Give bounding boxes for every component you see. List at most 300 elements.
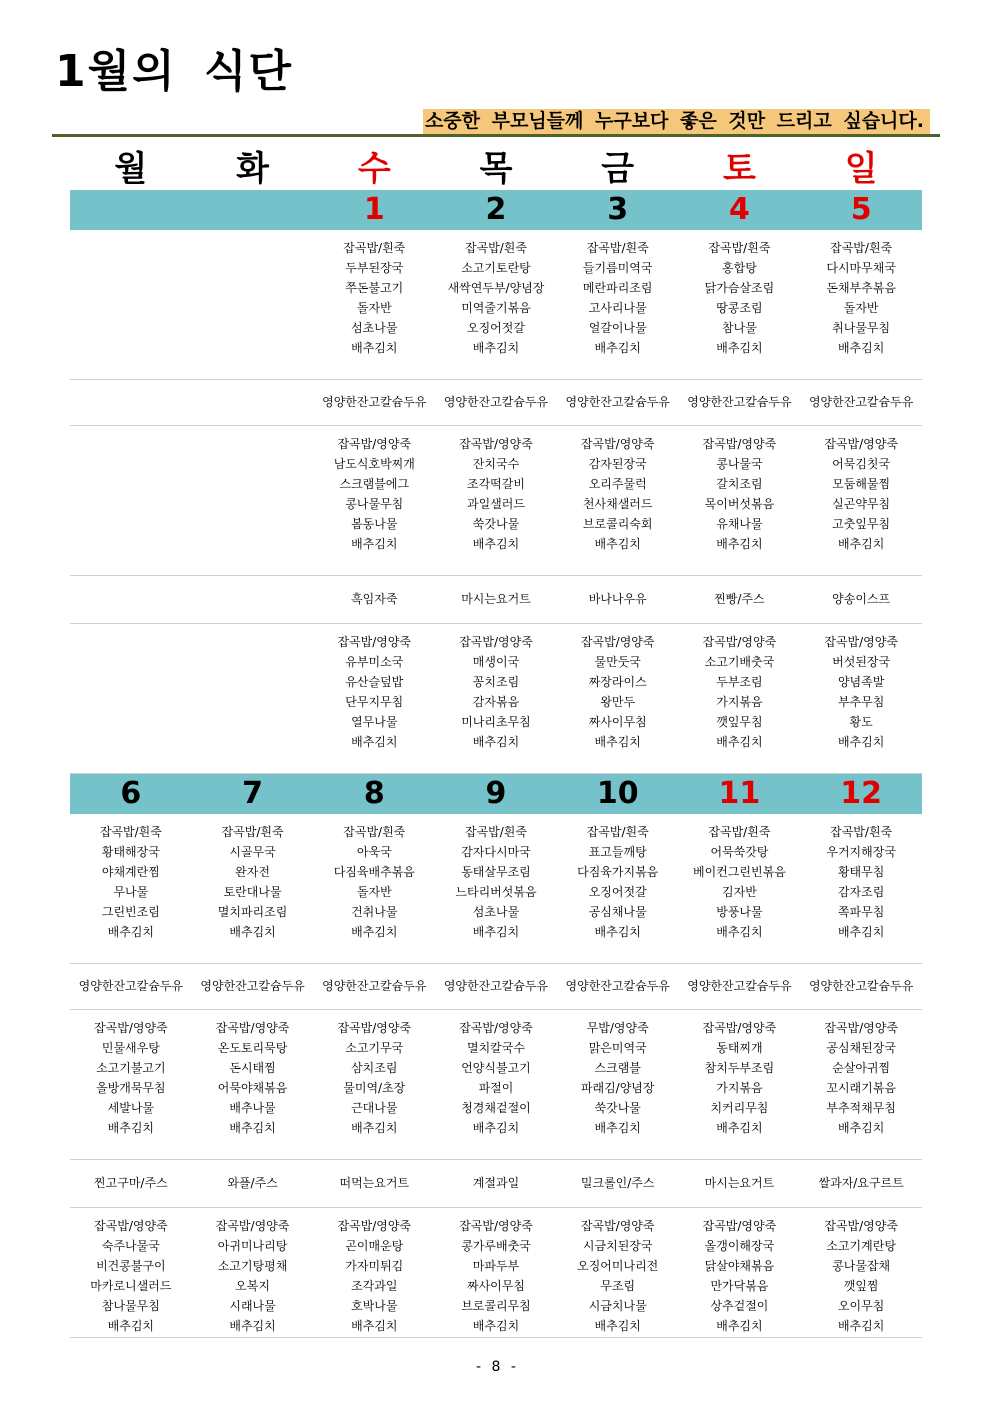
menu-item: 배추김치 xyxy=(472,735,520,749)
menu-item: 배추김치 xyxy=(351,735,398,749)
dinner-cell xyxy=(435,1216,557,1337)
afternoon-snack-cell: 쌀과자/요구르트 xyxy=(818,1176,904,1190)
menu-item: 짜사이무침 xyxy=(588,715,647,729)
afternoon-snack-row xyxy=(70,1160,922,1208)
dinner-cell xyxy=(435,632,557,773)
afternoon-snack-row xyxy=(70,576,922,624)
menu-item: 잡곡밥/영양죽 xyxy=(580,635,655,649)
menu-item: 순살아귀찜 xyxy=(832,1061,891,1075)
menu-item: 마파두부 xyxy=(472,1259,520,1273)
subtitle-banner: 소중한 부모님들께 누구보다 좋은 것만 드리고 싶습니다. xyxy=(423,109,930,134)
menu-item: 아욱국 xyxy=(356,845,392,859)
menu-item: 오징어젓갈 xyxy=(588,885,647,899)
menu-item: 소고기계란탕 xyxy=(826,1239,896,1253)
menu-item: 삼치조림 xyxy=(351,1061,398,1075)
menu-item: 야채계란찜 xyxy=(101,865,160,879)
menu-item: 잡곡밥/영양죽 xyxy=(702,437,777,451)
menu-item: 단무지무침 xyxy=(345,695,404,709)
menu-item: 오복지 xyxy=(235,1279,270,1293)
breakfast-cell xyxy=(435,238,557,379)
menu-item: 어묵김칫국 xyxy=(832,457,891,471)
menu-item: 파절이 xyxy=(478,1081,514,1095)
weekday-fri: 금 xyxy=(601,149,635,189)
morning-snack-cell xyxy=(192,380,314,425)
menu-item: 무조림 xyxy=(600,1279,636,1293)
menu-item: 목이버섯볶음 xyxy=(704,497,775,511)
menu-item: 맑은미역국 xyxy=(588,1041,647,1055)
menu-item: 취나물무침 xyxy=(832,321,891,335)
meal-calendar xyxy=(70,148,922,1338)
menu-item: 메란파리조림 xyxy=(582,281,653,295)
dinner-cell xyxy=(192,632,314,773)
date-number: 5 xyxy=(850,192,872,227)
menu-item: 배추김치 xyxy=(594,537,641,551)
dinner-cell xyxy=(70,1216,192,1337)
morning-snack-cell: 영양한잔고칼슘두유 xyxy=(808,979,914,993)
menu-item: 호박나물 xyxy=(351,1299,398,1313)
menu-item: 조각떡갈비 xyxy=(467,477,525,491)
menu-item: 유산슬덮밥 xyxy=(345,675,404,689)
dinner-row xyxy=(70,624,922,774)
menu-item: 파래김/양념장 xyxy=(580,1081,655,1095)
menu-item: 돌자반 xyxy=(356,885,392,899)
menu-item: 배추김치 xyxy=(837,1121,885,1135)
date-number: 9 xyxy=(485,776,507,811)
menu-item: 닭가슴살조림 xyxy=(704,281,775,295)
menu-item: 올갱이해장국 xyxy=(704,1239,775,1253)
menu-item: 배추김치 xyxy=(472,925,520,939)
menu-item: 어묵야채볶음 xyxy=(217,1081,288,1095)
menu-item: 배추김치 xyxy=(716,925,763,939)
menu-item: 동태살무조림 xyxy=(461,865,531,879)
menu-item: 잡곡밥/영양죽 xyxy=(824,635,898,649)
menu-item: 잡곡밥/흰죽 xyxy=(830,825,893,839)
menu-item: 잡곡밥/영양죽 xyxy=(94,1021,168,1035)
menu-item: 왕만두 xyxy=(600,695,636,709)
breakfast-row xyxy=(70,814,922,964)
menu-item: 실곤약무침 xyxy=(832,497,891,511)
menu-item: 공심채된장국 xyxy=(826,1041,896,1055)
menu-item: 배추김치 xyxy=(594,925,641,939)
menu-item: 깻잎무침 xyxy=(716,715,763,729)
menu-item: 매생이국 xyxy=(472,655,520,669)
menu-item: 두부된장국 xyxy=(345,261,404,275)
menu-item: 감자다시마국 xyxy=(461,845,531,859)
menu-item: 시래나물 xyxy=(229,1299,276,1313)
menu-item: 배추김치 xyxy=(107,1121,155,1135)
menu-item: 우거지해장국 xyxy=(826,845,896,859)
menu-item: 두부조림 xyxy=(716,675,763,689)
menu-item: 민물새우탕 xyxy=(101,1041,160,1055)
breakfast-cell xyxy=(679,822,801,963)
menu-item: 배추김치 xyxy=(351,1121,398,1135)
breakfast-cell xyxy=(70,822,192,963)
afternoon-snack-cell xyxy=(192,576,314,623)
menu-item: 천사채샐러드 xyxy=(582,497,653,511)
menu-item: 온도토리묵탕 xyxy=(217,1041,288,1055)
menu-item: 오이무침 xyxy=(837,1299,885,1313)
menu-item: 잡곡밥/영양죽 xyxy=(824,437,898,451)
menu-item: 배추김치 xyxy=(716,735,763,749)
menu-item: 황도 xyxy=(849,715,873,729)
menu-item: 잡곡밥/흰죽 xyxy=(464,241,527,255)
menu-item: 시금치나물 xyxy=(588,1299,647,1313)
menu-item: 가지볶음 xyxy=(716,1081,763,1095)
weekday-wed: 수 xyxy=(357,149,391,189)
menu-item: 부추적채무침 xyxy=(826,1101,896,1115)
menu-item: 배추김치 xyxy=(837,735,885,749)
date-row xyxy=(70,190,922,230)
menu-item: 다짐육가지볶음 xyxy=(577,865,659,879)
menu-item: 잔치국수 xyxy=(472,457,520,471)
menu-item: 브로콜리무침 xyxy=(461,1299,531,1313)
menu-item: 잡곡밥/흰죽 xyxy=(830,241,893,255)
lunch-cell xyxy=(800,1018,922,1159)
afternoon-snack-cell: 찐고구마/주스 xyxy=(94,1176,168,1190)
menu-item: 배추김치 xyxy=(107,925,155,939)
menu-item: 닭살야채볶음 xyxy=(704,1259,775,1273)
lunch-cell xyxy=(192,434,314,575)
menu-item: 숙주나물국 xyxy=(101,1239,160,1253)
menu-item: 콩나물잡채 xyxy=(832,1259,891,1273)
menu-item: 감자볶음 xyxy=(472,695,520,709)
menu-item: 브로콜리숙회 xyxy=(582,517,653,531)
morning-snack-cell: 영양한잔고칼슘두유 xyxy=(565,979,670,993)
lunch-cell xyxy=(679,434,801,575)
menu-item: 잡곡밥/영양죽 xyxy=(459,437,533,451)
weekday-header-row xyxy=(70,148,922,190)
breakfast-row xyxy=(70,230,922,380)
menu-item: 오징어젓갈 xyxy=(467,321,525,335)
menu-item: 배추김치 xyxy=(716,1121,763,1135)
morning-snack-cell: 영양한잔고칼슘두유 xyxy=(78,979,184,993)
menu-item: 버섯된장국 xyxy=(832,655,891,669)
menu-item: 멸치칼국수 xyxy=(467,1041,525,1055)
morning-snack-cell: 영양한잔고칼슘두유 xyxy=(687,979,792,993)
menu-item: 배추김치 xyxy=(472,537,520,551)
breakfast-cell xyxy=(800,822,922,963)
menu-item: 잡곡밥/영양죽 xyxy=(702,635,777,649)
menu-item: 마카로니샐러드 xyxy=(90,1279,172,1293)
date-number: 12 xyxy=(840,776,883,811)
dinner-cell xyxy=(557,1216,679,1337)
breakfast-cell xyxy=(800,238,922,379)
lunch-cell xyxy=(313,1018,435,1159)
menu-item: 배추김치 xyxy=(107,1319,155,1333)
menu-item: 배추김치 xyxy=(229,1121,276,1135)
menu-item: 갈치조림 xyxy=(716,477,763,491)
menu-item: 참나물 xyxy=(722,321,757,335)
menu-item: 참치두부조림 xyxy=(704,1061,775,1075)
menu-item: 치커리무침 xyxy=(710,1101,769,1115)
menu-item: 건취나물 xyxy=(351,905,398,919)
menu-item: 잡곡밥/영양죽 xyxy=(337,1219,412,1233)
breakfast-cell xyxy=(313,238,435,379)
menu-item: 쭈돈불고기 xyxy=(345,281,404,295)
menu-item: 황태해장국 xyxy=(101,845,160,859)
menu-item: 방풍나물 xyxy=(716,905,763,919)
menu-item: 만가닥볶음 xyxy=(710,1279,769,1293)
menu-item: 잡곡밥/흰죽 xyxy=(99,825,162,839)
menu-item: 잡곡밥/흰죽 xyxy=(586,825,649,839)
menu-item: 잡곡밥/영양죽 xyxy=(337,437,412,451)
breakfast-cell xyxy=(557,238,679,379)
menu-item: 쑥갓나물 xyxy=(594,1101,641,1115)
menu-item: 배추김치 xyxy=(229,925,276,939)
breakfast-cell xyxy=(313,822,435,963)
menu-item: 잡곡밥/영양죽 xyxy=(824,1021,898,1035)
menu-item: 배추김치 xyxy=(716,341,763,355)
menu-item: 스크램블에그 xyxy=(339,477,410,491)
menu-item: 홍합탕 xyxy=(722,261,757,275)
afternoon-snack-cell: 와플/주스 xyxy=(227,1176,278,1190)
lunch-cell xyxy=(557,1018,679,1159)
menu-item: 가지볶음 xyxy=(716,695,763,709)
lunch-cell xyxy=(557,434,679,575)
date-row xyxy=(70,774,922,814)
menu-item: 잡곡밥/영양죽 xyxy=(337,635,412,649)
date-number: 7 xyxy=(242,776,263,811)
morning-snack-cell xyxy=(70,380,192,425)
menu-item: 배추김치 xyxy=(351,341,398,355)
morning-snack-cell: 영양한잔고칼슘두유 xyxy=(200,979,305,993)
menu-item: 돌자반 xyxy=(843,301,879,315)
afternoon-snack-cell: 떠먹는요거트 xyxy=(339,1176,410,1190)
menu-item: 배추김치 xyxy=(594,1121,641,1135)
page-number: - 8 - xyxy=(476,1359,516,1375)
menu-item: 꼬시래기볶음 xyxy=(826,1081,896,1095)
menu-item: 쑥갓나물 xyxy=(472,517,520,531)
afternoon-snack-cell: 양송이스프 xyxy=(832,592,891,606)
menu-item: 잡곡밥/영양죽 xyxy=(337,1021,412,1035)
afternoon-snack-cell xyxy=(70,576,192,623)
menu-item: 잡곡밥/흰죽 xyxy=(708,241,771,255)
menu-item: 참나물무침 xyxy=(101,1299,160,1313)
dinner-cell xyxy=(557,632,679,773)
menu-item: 감자된장국 xyxy=(588,457,647,471)
lunch-cell xyxy=(313,434,435,575)
menu-item: 잡곡밥/영양죽 xyxy=(702,1219,777,1233)
menu-item: 배추김치 xyxy=(472,341,520,355)
menu-item: 유부미소국 xyxy=(345,655,404,669)
menu-item: 모둠해물찜 xyxy=(832,477,891,491)
weekday-tue: 화 xyxy=(236,149,269,189)
menu-item: 청경채겉절이 xyxy=(461,1101,531,1115)
menu-item: 소고기탕평채 xyxy=(217,1259,288,1273)
menu-item: 배추김치 xyxy=(351,537,398,551)
breakfast-cell xyxy=(557,822,679,963)
weeks-container xyxy=(70,190,922,1338)
menu-item: 배추김치 xyxy=(594,1319,641,1333)
breakfast-cell xyxy=(192,238,314,379)
morning-snack-cell: 영양한잔고칼슘두유 xyxy=(443,979,549,993)
menu-item: 잡곡밥/영양죽 xyxy=(94,1219,168,1233)
date-number: 11 xyxy=(718,776,761,811)
menu-item: 부추무침 xyxy=(837,695,885,709)
menu-item: 양념족발 xyxy=(837,675,885,689)
menu-item: 쪽파무침 xyxy=(837,905,885,919)
menu-item: 돈시태찜 xyxy=(229,1061,276,1075)
menu-item: 배추김치 xyxy=(594,735,641,749)
menu-item: 시골무국 xyxy=(229,845,276,859)
page-title: 1월의 식단 xyxy=(55,46,293,97)
dinner-row xyxy=(70,1208,922,1338)
menu-item: 얼갈이나물 xyxy=(588,321,647,335)
menu-item: 스크램블 xyxy=(594,1061,641,1075)
menu-item: 잡곡밥/흰죽 xyxy=(343,241,406,255)
menu-item: 잡곡밥/영양죽 xyxy=(580,1219,655,1233)
morning-snack-cell: 영양한잔고칼슘두유 xyxy=(687,395,792,409)
menu-item: 섬초나물 xyxy=(351,321,398,335)
menu-item: 돈채부추볶음 xyxy=(826,281,896,295)
lunch-cell xyxy=(70,434,192,575)
menu-item: 황태무침 xyxy=(837,865,885,879)
menu-item: 베이컨그린빈볶음 xyxy=(693,865,786,879)
breakfast-cell xyxy=(679,238,801,379)
date-number: 4 xyxy=(728,192,750,227)
afternoon-snack-cell: 마시는요거트 xyxy=(704,1176,775,1190)
breakfast-cell xyxy=(192,822,314,963)
lunch-cell xyxy=(192,1018,314,1159)
menu-item: 김자반 xyxy=(722,885,757,899)
menu-item: 오징어미나리전 xyxy=(577,1259,659,1273)
menu-item: 봄동나물 xyxy=(351,517,398,531)
menu-item: 잡곡밥/영양죽 xyxy=(215,1021,290,1035)
menu-item: 완자전 xyxy=(235,865,270,879)
date-number: 3 xyxy=(607,192,629,227)
menu-item: 오리주물럭 xyxy=(588,477,647,491)
date-number: 2 xyxy=(485,192,507,227)
title-divider xyxy=(52,134,940,137)
menu-item: 느타리버섯볶음 xyxy=(455,885,537,899)
menu-item: 배추김치 xyxy=(837,341,885,355)
menu-item: 물미역/초장 xyxy=(343,1081,406,1095)
menu-item: 콩나물국 xyxy=(716,457,763,471)
morning-snack-cell: 영양한잔고칼슘두유 xyxy=(443,395,549,409)
weekday-thu: 목 xyxy=(479,149,513,189)
lunch-row xyxy=(70,426,922,576)
menu-item: 잡곡밥/흰죽 xyxy=(464,825,527,839)
menu-item: 소고기배춧국 xyxy=(704,655,775,669)
date-number: 1 xyxy=(363,192,385,227)
menu-item: 표고들깨탕 xyxy=(588,845,647,859)
menu-item: 곤이매운탕 xyxy=(345,1239,404,1253)
weekday-mon: 월 xyxy=(114,149,148,189)
morning-snack-cell: 영양한잔고칼슘두유 xyxy=(808,395,914,409)
afternoon-snack-cell: 찐빵/주스 xyxy=(714,592,765,606)
menu-item: 무밥/영양죽 xyxy=(586,1021,649,1035)
menu-item: 잡곡밥/영양죽 xyxy=(459,1021,533,1035)
menu-item: 배추김치 xyxy=(837,925,885,939)
menu-item: 고사리나물 xyxy=(588,301,647,315)
menu-item: 콩가루배춧국 xyxy=(461,1239,531,1253)
menu-item: 콩나물무침 xyxy=(345,497,404,511)
dinner-cell xyxy=(800,1216,922,1337)
menu-item: 세발나물 xyxy=(107,1101,155,1115)
date-number: 10 xyxy=(596,776,639,811)
date-number: 6 xyxy=(120,776,142,811)
menu-item: 열무나물 xyxy=(351,715,398,729)
menu-item: 새싹연두부/양념장 xyxy=(447,281,545,295)
menu-item: 과일샐러드 xyxy=(467,497,525,511)
menu-item: 잡곡밥/영양죽 xyxy=(702,1021,777,1035)
weekday-sun: 일 xyxy=(844,149,878,189)
menu-item: 배추김치 xyxy=(716,1319,763,1333)
lunch-cell xyxy=(70,1018,192,1159)
menu-item: 소고기불고기 xyxy=(96,1061,166,1075)
dinner-cell xyxy=(800,632,922,773)
menu-item: 돌자반 xyxy=(356,301,392,315)
menu-item: 아귀미나리탕 xyxy=(217,1239,288,1253)
menu-item: 미나리초무침 xyxy=(461,715,531,729)
menu-item: 잡곡밥/흰죽 xyxy=(343,825,406,839)
menu-item: 잡곡밥/영양죽 xyxy=(215,1219,290,1233)
menu-item: 소고기무국 xyxy=(345,1041,404,1055)
menu-item: 짜사이무침 xyxy=(467,1279,525,1293)
menu-item: 무나물 xyxy=(113,885,149,899)
lunch-cell xyxy=(435,434,557,575)
dinner-cell xyxy=(192,1216,314,1337)
date-number: 8 xyxy=(363,776,385,811)
menu-item: 잡곡밥/흰죽 xyxy=(221,825,284,839)
menu-item: 배추김치 xyxy=(716,537,763,551)
menu-item: 동태찌개 xyxy=(716,1041,763,1055)
morning-snack-row xyxy=(70,380,922,426)
menu-item: 언양식불고기 xyxy=(461,1061,531,1075)
menu-item: 꽁치조림 xyxy=(472,675,520,689)
menu-item: 물만둣국 xyxy=(594,655,641,669)
menu-item: 그린빈조림 xyxy=(101,905,160,919)
dinner-cell xyxy=(679,632,801,773)
menu-item: 배추김치 xyxy=(229,1319,276,1333)
menu-item: 배추나물 xyxy=(229,1101,276,1115)
lunch-cell xyxy=(679,1018,801,1159)
menu-item: 다시마무채국 xyxy=(826,261,896,275)
menu-item: 상추겉절이 xyxy=(710,1299,769,1313)
lunch-cell xyxy=(435,1018,557,1159)
menu-item: 잡곡밥/흰죽 xyxy=(708,825,771,839)
menu-item: 배추김치 xyxy=(472,1319,520,1333)
menu-item: 공심채나물 xyxy=(588,905,647,919)
morning-snack-cell: 영양한잔고칼슘두유 xyxy=(322,395,427,409)
menu-item: 미역줄기볶음 xyxy=(461,301,531,315)
dinner-cell xyxy=(679,1216,801,1337)
menu-item: 배추김치 xyxy=(594,341,641,355)
menu-item: 다짐육배추볶음 xyxy=(333,865,415,879)
breakfast-cell xyxy=(70,238,192,379)
morning-snack-cell: 영양한잔고칼슘두유 xyxy=(322,979,427,993)
menu-item: 감자조림 xyxy=(837,885,885,899)
menu-item: 유채나물 xyxy=(716,517,763,531)
menu-item: 들기름미역국 xyxy=(582,261,653,275)
menu-item: 고춧잎무침 xyxy=(832,517,891,531)
weekday-sat: 토 xyxy=(722,149,756,189)
menu-item: 잡곡밥/영양죽 xyxy=(459,1219,533,1233)
dinner-cell xyxy=(313,1216,435,1337)
morning-snack-cell: 영양한잔고칼슘두유 xyxy=(565,395,670,409)
afternoon-snack-cell: 밀크롤인/주스 xyxy=(580,1176,655,1190)
afternoon-snack-cell: 마시는요거트 xyxy=(461,592,531,606)
breakfast-cell xyxy=(435,822,557,963)
menu-item: 배추김치 xyxy=(837,1319,885,1333)
menu-item: 잡곡밥/영양죽 xyxy=(580,437,655,451)
menu-item: 어묵쑥갓탕 xyxy=(710,845,769,859)
menu-item: 소고기토란탕 xyxy=(461,261,531,275)
menu-item: 비건콩불구이 xyxy=(96,1259,166,1273)
menu-item: 섬초나물 xyxy=(472,905,520,919)
menu-item: 남도식호박찌개 xyxy=(333,457,415,471)
menu-item: 잡곡밥/영양죽 xyxy=(459,635,533,649)
